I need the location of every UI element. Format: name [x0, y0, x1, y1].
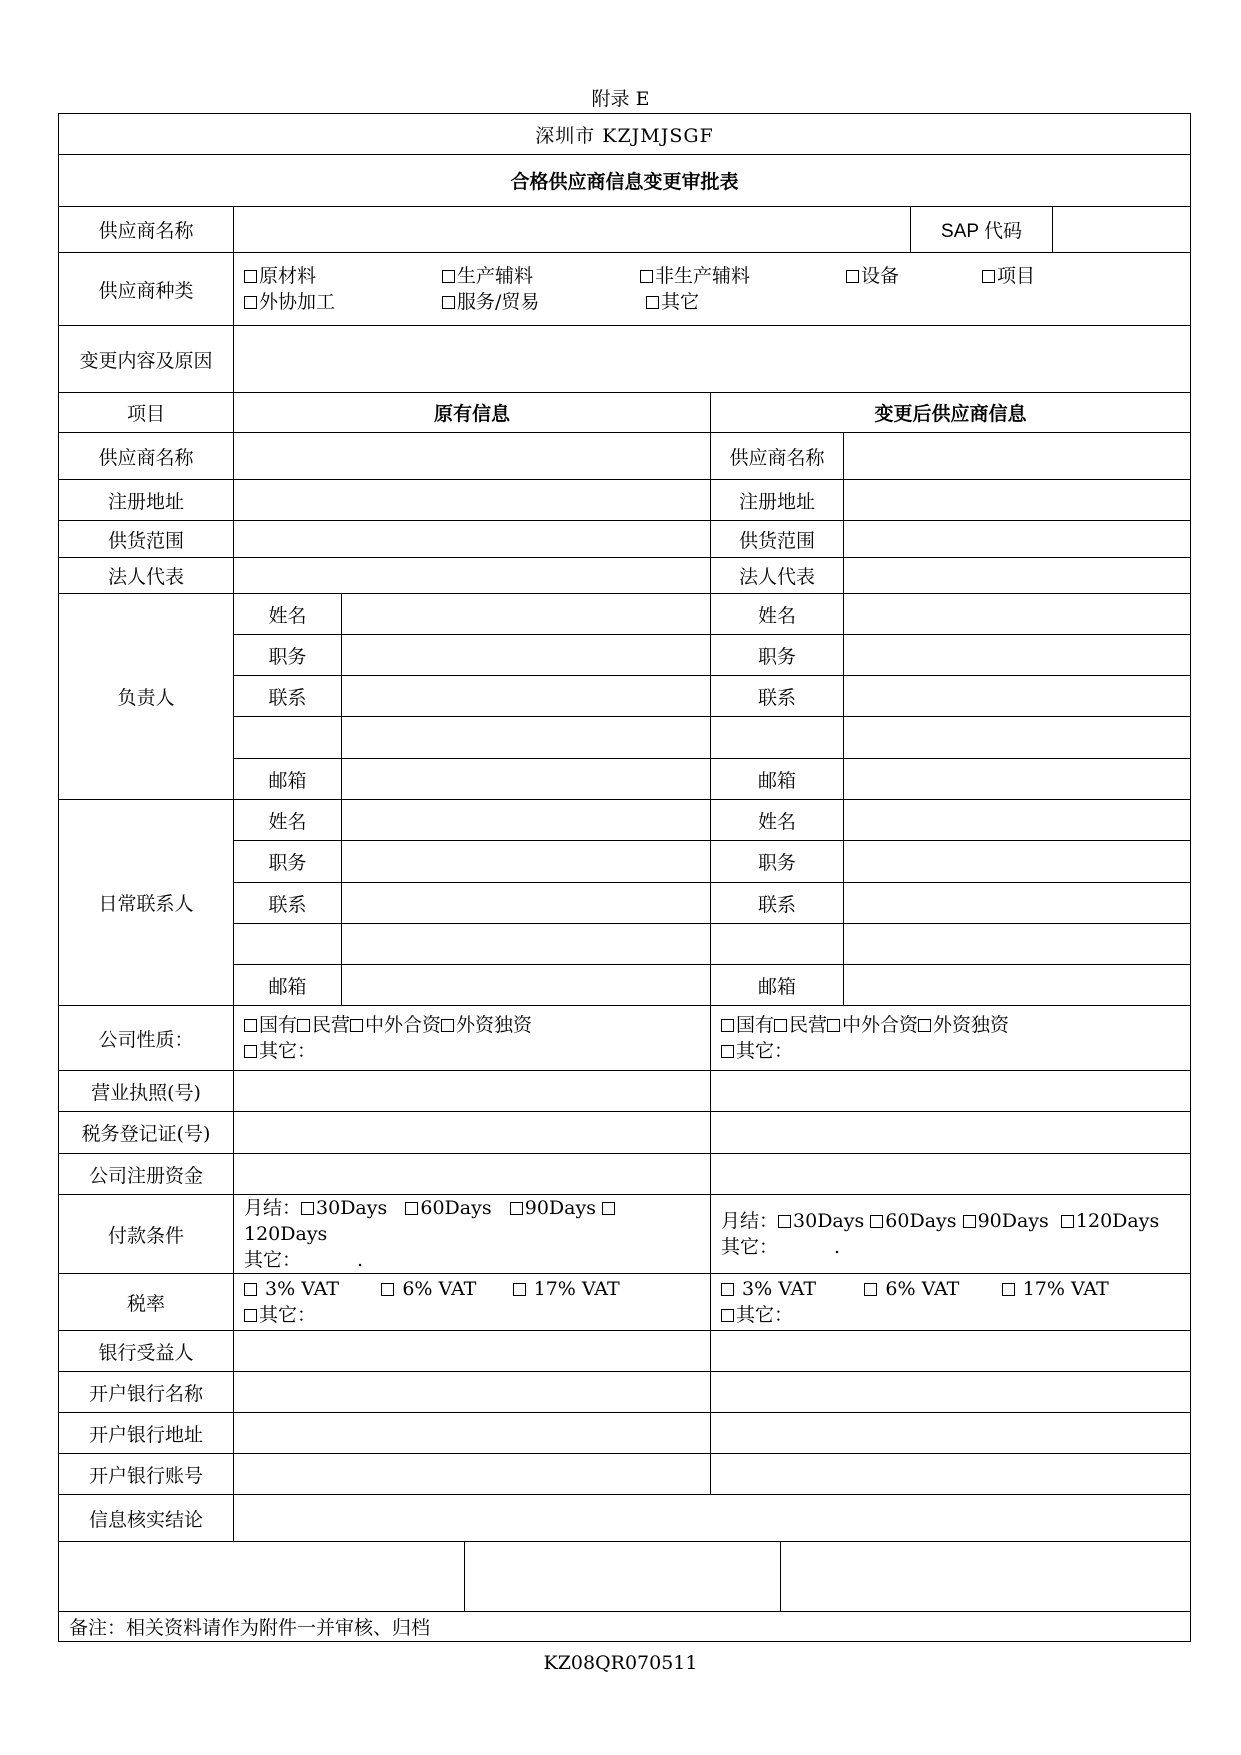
- changed-value-field[interactable]: [844, 558, 1191, 594]
- checkbox-icon[interactable]: [963, 1215, 976, 1228]
- type-equipment[interactable]: 设备: [846, 263, 982, 289]
- field-label: 职务: [234, 841, 342, 883]
- checkbox-icon[interactable]: [1002, 1283, 1015, 1296]
- checkbox-icon[interactable]: [244, 1045, 257, 1058]
- checkbox-icon[interactable]: [721, 1309, 734, 1322]
- original-value-field[interactable]: [234, 1071, 711, 1112]
- changed-label: 姓名: [711, 594, 844, 635]
- row-label: 税务登记证(号): [59, 1112, 234, 1154]
- field-label: 邮箱: [234, 759, 342, 800]
- supplier-name-label: 供应商名称: [59, 207, 234, 253]
- checkbox-icon[interactable]: [721, 1283, 734, 1296]
- changed-label: 法人代表: [711, 558, 844, 594]
- item-header: 项目: [59, 393, 234, 433]
- row-label: 开户银行地址: [59, 1413, 234, 1454]
- original-tax-rate: 3% VAT 6% VAT 17% VAT 其它：: [234, 1274, 711, 1331]
- original-value-field[interactable]: [342, 924, 711, 965]
- original-value-field[interactable]: [342, 800, 711, 841]
- original-value-field[interactable]: [342, 759, 711, 800]
- changed-value-field[interactable]: [711, 1112, 1191, 1154]
- changed-label: 邮箱: [711, 759, 844, 800]
- type-production-aux[interactable]: 生产辅料: [442, 263, 640, 289]
- original-value-field[interactable]: [234, 433, 711, 480]
- row-label: 公司注册资金: [59, 1154, 234, 1195]
- original-value-field[interactable]: [342, 965, 711, 1006]
- field-label: [234, 717, 342, 759]
- sap-code-label: SAP 代码: [911, 207, 1053, 253]
- field-label: 联系: [234, 883, 342, 924]
- type-raw-material[interactable]: 原材料: [244, 263, 442, 289]
- row-label: 供货范围: [59, 521, 234, 558]
- original-value-field[interactable]: [342, 841, 711, 883]
- company-nature-label: 公司性质：: [59, 1006, 234, 1071]
- checkbox-icon[interactable]: [510, 1202, 523, 1215]
- changed-value-field[interactable]: [711, 1071, 1191, 1112]
- row-label: 法人代表: [59, 558, 234, 594]
- signature-box-3[interactable]: [781, 1542, 1191, 1612]
- field-label: 邮箱: [234, 965, 342, 1006]
- changed-label: 注册地址: [711, 480, 844, 521]
- changed-label: 联系: [711, 676, 844, 717]
- checkbox-icon[interactable]: [864, 1283, 877, 1296]
- changed-label: 姓名: [711, 800, 844, 841]
- change-reason-label: 变更内容及原因: [59, 326, 234, 393]
- changed-company-nature: 国有 民营 中外合资 外资独资 其它：: [711, 1006, 1191, 1071]
- checkbox-icon[interactable]: [721, 1045, 734, 1058]
- checkbox-icon[interactable]: [301, 1202, 314, 1215]
- signature-box-1[interactable]: [59, 1542, 465, 1612]
- checkbox-icon[interactable]: [297, 1019, 310, 1032]
- changed-label: 职务: [711, 841, 844, 883]
- daily-contact-label: 日常联系人: [59, 800, 234, 1006]
- type-service-trade[interactable]: 服务/贸易: [442, 289, 640, 315]
- original-value-field[interactable]: [234, 1112, 711, 1154]
- checkbox-icon[interactable]: [442, 296, 455, 309]
- checkbox-icon[interactable]: [827, 1019, 840, 1032]
- changed-label: 联系: [711, 883, 844, 924]
- supplier-name-field[interactable]: [234, 207, 911, 253]
- conclusion-field[interactable]: [234, 1495, 1191, 1542]
- original-value-field[interactable]: [234, 1331, 711, 1372]
- checkbox-icon[interactable]: [244, 1283, 257, 1296]
- changed-value-field[interactable]: [844, 717, 1191, 759]
- row-label: 注册地址: [59, 480, 234, 521]
- checkbox-icon[interactable]: [602, 1202, 615, 1215]
- tax-rate-label: 税率: [59, 1274, 234, 1331]
- original-company-nature: 国有 民营 中外合资 外资独资 其它：: [234, 1006, 711, 1071]
- original-value-field[interactable]: [342, 883, 711, 924]
- changed-value-field[interactable]: [844, 433, 1191, 480]
- changed-info-header: 变更后供应商信息: [711, 393, 1191, 433]
- conclusion-label: 信息核实结论: [59, 1495, 234, 1542]
- type-other[interactable]: 其它: [646, 289, 699, 315]
- original-value-field[interactable]: [234, 1454, 711, 1495]
- changed-tax-rate: 3% VAT 6% VAT 17% VAT 其它：: [711, 1274, 1191, 1331]
- type-non-production-aux[interactable]: 非生产辅料: [640, 263, 846, 289]
- checkbox-icon[interactable]: [982, 270, 995, 283]
- changed-value-field[interactable]: [844, 965, 1191, 1006]
- checkbox-icon[interactable]: [441, 1019, 454, 1032]
- original-info-header: 原有信息: [234, 393, 711, 433]
- changed-label: 供货范围: [711, 521, 844, 558]
- changed-label: 邮箱: [711, 965, 844, 1006]
- sap-code-field[interactable]: [1053, 207, 1191, 253]
- checkbox-icon[interactable]: [513, 1283, 526, 1296]
- changed-value-field[interactable]: [711, 1154, 1191, 1195]
- original-value-field[interactable]: [234, 1154, 711, 1195]
- field-label: [234, 924, 342, 965]
- changed-value-field[interactable]: [844, 759, 1191, 800]
- original-value-field[interactable]: [234, 480, 711, 521]
- changed-label: [711, 924, 844, 965]
- supplier-type-options: [234, 253, 1191, 326]
- field-label: 职务: [234, 635, 342, 676]
- changed-payment-terms: 月结： 30Days 60Days 90Days 120Days 其它： .: [711, 1195, 1191, 1274]
- changed-value-field[interactable]: [844, 676, 1191, 717]
- changed-value-field[interactable]: [844, 635, 1191, 676]
- changed-value-field[interactable]: [844, 800, 1191, 841]
- type-project[interactable]: 项目: [982, 263, 1035, 289]
- checkbox-icon[interactable]: [405, 1202, 418, 1215]
- changed-value-field[interactable]: [844, 521, 1191, 558]
- change-reason-field[interactable]: [234, 326, 1191, 393]
- checkbox-icon[interactable]: [244, 1309, 257, 1322]
- signature-box-2[interactable]: [465, 1542, 781, 1612]
- checkbox-icon[interactable]: [442, 270, 455, 283]
- checkbox-icon[interactable]: [774, 1019, 787, 1032]
- checkbox-icon[interactable]: [1061, 1215, 1074, 1228]
- changed-value-field[interactable]: [711, 1331, 1191, 1372]
- payment-terms-label: 付款条件: [59, 1195, 234, 1274]
- changed-value-field[interactable]: [711, 1454, 1191, 1495]
- checkbox-icon[interactable]: [381, 1283, 394, 1296]
- changed-value-field[interactable]: [711, 1413, 1191, 1454]
- changed-label: 供应商名称: [711, 433, 844, 480]
- checkbox-icon[interactable]: [640, 270, 653, 283]
- checkbox-icon[interactable]: [846, 270, 859, 283]
- changed-label: 职务: [711, 635, 844, 676]
- original-value-field[interactable]: [342, 635, 711, 676]
- approval-form: [58, 113, 1191, 1642]
- original-value-field[interactable]: [234, 1413, 711, 1454]
- changed-value-field[interactable]: [844, 883, 1191, 924]
- changed-value-field[interactable]: [844, 924, 1191, 965]
- checkbox-icon[interactable]: [778, 1215, 791, 1228]
- original-value-field[interactable]: [234, 558, 711, 594]
- field-label: 姓名: [234, 594, 342, 635]
- row-label: 开户银行账号: [59, 1454, 234, 1495]
- remark-note: 备注：相关资料请作为附件一并审核、归档: [59, 1612, 1191, 1642]
- appendix-label: 附录 E: [591, 88, 650, 110]
- original-value-field[interactable]: [234, 1372, 711, 1413]
- original-payment-terms: 月结： 30Days 60Days 90Days 120Days 其它： .: [234, 1195, 711, 1274]
- checkbox-icon[interactable]: [244, 1019, 257, 1032]
- checkbox-icon[interactable]: [918, 1019, 931, 1032]
- field-label: 联系: [234, 676, 342, 717]
- changed-value-field[interactable]: [711, 1372, 1191, 1413]
- document-number: KZ08QR070511: [543, 1652, 698, 1674]
- changed-label: [711, 717, 844, 759]
- changed-value-field[interactable]: [844, 594, 1191, 635]
- form-title: 合格供应商信息变更审批表: [59, 155, 1191, 207]
- row-label: 营业执照(号): [59, 1071, 234, 1112]
- person-in-charge-label: 负责人: [59, 594, 234, 800]
- row-label: 供应商名称: [59, 433, 234, 480]
- checkbox-icon[interactable]: [244, 270, 257, 283]
- checkbox-icon[interactable]: [350, 1019, 363, 1032]
- original-value-field[interactable]: [342, 676, 711, 717]
- row-label: 开户银行名称: [59, 1372, 234, 1413]
- original-value-field[interactable]: [342, 717, 711, 759]
- field-label: 姓名: [234, 800, 342, 841]
- changed-value-field[interactable]: [844, 480, 1191, 521]
- checkbox-icon[interactable]: [870, 1215, 883, 1228]
- company-name: 深圳市 KZJMJSGF: [59, 114, 1191, 155]
- checkbox-icon[interactable]: [721, 1019, 734, 1032]
- type-outsourcing[interactable]: 外协加工: [244, 289, 442, 315]
- checkbox-icon[interactable]: [244, 296, 257, 309]
- supplier-type-label: 供应商种类: [59, 253, 234, 326]
- changed-value-field[interactable]: [844, 841, 1191, 883]
- checkbox-icon[interactable]: [646, 296, 659, 309]
- original-value-field[interactable]: [342, 594, 711, 635]
- row-label: 银行受益人: [59, 1331, 234, 1372]
- original-value-field[interactable]: [234, 521, 711, 558]
